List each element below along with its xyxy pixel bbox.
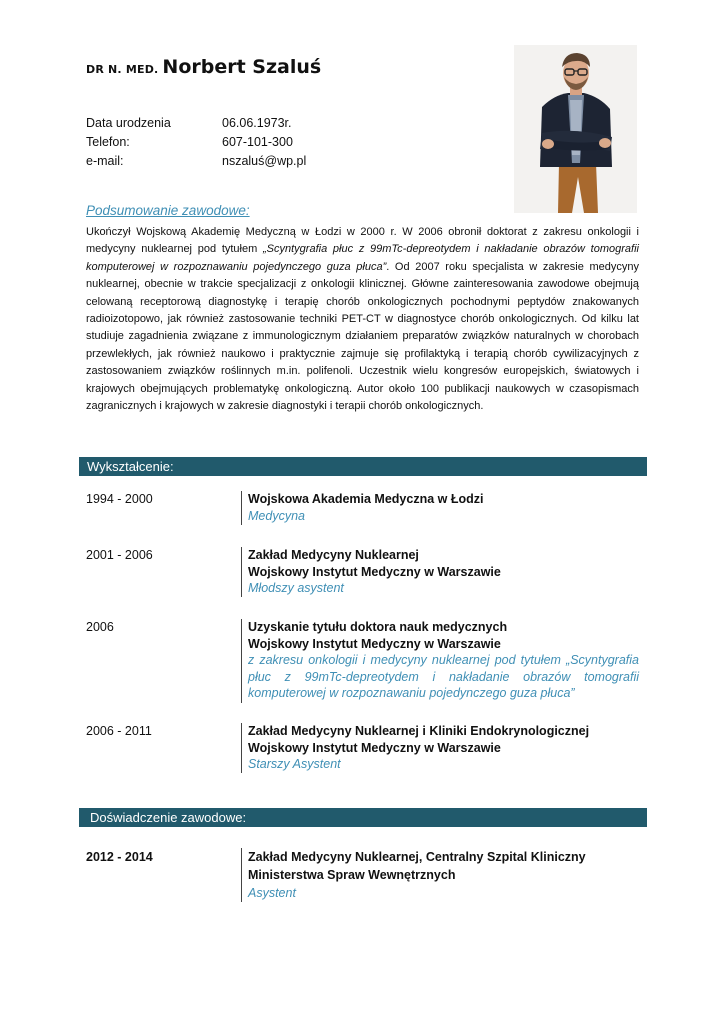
education-entry [86, 547, 639, 597]
email-value: nszaluś@wp.pl [222, 154, 307, 168]
birth-date-label: Data urodzenia [86, 116, 171, 130]
experience-entry [86, 848, 639, 902]
phone-label: Telefon: [86, 135, 130, 149]
personal-info [86, 114, 306, 171]
profile-photo [514, 45, 637, 213]
page-title [86, 56, 321, 78]
email-row [86, 152, 306, 171]
phone-value: 607-101-300 [222, 135, 293, 149]
entry-body [241, 848, 639, 902]
entry-description: z zakresu onkologii i medycyny nuklearnej pod tytułem „Scyntygrafia płuc z 99mTc-depreotydem i nakładanie obrazów tomografii komputerowej w rozpoznawaniu pojedynczego guza płuca” [248, 653, 639, 700]
entry-role: Starszy Asystent [248, 757, 341, 771]
summary-text-part2: . Od 2007 roku specjalista w zakresie medycyny nuklearnej, obecnie w trakcie specjalizacji z onkologii klinicznej. Główne zainteresowania zawodowe obejmują celowaną receptorową diagnostykę i terapię chorób onkologicznych pochodnymi peptydów znakowanych radioizotopowo, jak również zastosowanie techniki PET-CT w diagnostyce chorób onkologicznych. Od kilku lat studiuje zagadnienia związane z immunologicznym działaniem preparatów związków naturalnych w chorobach przewlekłych, jak również naukowo i praktycznie zajmuje się profilaktyką i terapią chorób cywilizacyjnych z zastosowaniem związków roślinnych m.in. polifenoli. Uczestnik wielu kongresów europejskich, światowych i krajowych obejmujących problematykę onkologiczną. Autor około 100 publikacji naukowych w czasopismach zagranicznych i krajowych w zakresie diagnostyki i terapii chorób onkologicznych. [86, 260, 639, 413]
entry-date: 1994 - 2000 [86, 492, 153, 506]
entry-institution-2: Wojskowy Instytut Medyczny w Warszawie [248, 636, 501, 651]
entry-role: Młodszy asystent [248, 581, 344, 595]
education-heading: Wykształcenie: [79, 457, 647, 476]
entry-body [241, 491, 639, 525]
entry-body [241, 547, 639, 597]
birth-date-row [86, 114, 306, 133]
summary-heading: Podsumowanie zawodowe: [86, 203, 250, 218]
entry-institution: Zakład Medycyny Nuklearnej [248, 548, 419, 562]
entry-body [241, 619, 639, 703]
entry-date: 2001 - 2006 [86, 548, 153, 562]
summary-text-part1: Ukończył Wojskową Akademię Medyczną w Łodzi w 2000 r. W 2006 obronił doktorat z zakresu onkologii i medycyny nuklearnej pod tytułem [86, 226, 639, 256]
education-entry [86, 491, 639, 525]
entry-date: 2012 - 2014 [86, 850, 153, 864]
phone-row [86, 133, 306, 152]
entry-institution: Zakład Medycyny Nuklearnej i Kliniki Endokrynologicznej [248, 724, 590, 738]
summary-text [86, 224, 639, 415]
person-name: Norbert Szaluś [162, 56, 322, 78]
academic-title: DR N. MED. [86, 63, 159, 76]
email-label: e-mail: [86, 154, 124, 168]
entry-date: 2006 [86, 620, 114, 634]
entry-role: Asystent [248, 886, 296, 900]
birth-date-value: 06.06.1973r. [222, 116, 292, 130]
education-entry [86, 723, 639, 773]
entry-institution: Zakład Medycyny Nuklearnej, Centralny Szpital Kliniczny Ministerstwa Spraw Wewnętrznych [248, 850, 586, 882]
entry-date: 2006 - 2011 [86, 724, 152, 738]
experience-heading: Doświadczenie zawodowe: [79, 808, 647, 827]
summary-thesis-title: „Scyntygrafia płuc z 99mTc-depreotydem i nakładanie obrazów tomografii komputerowej w rozpoznawaniu pojedynczego guza płuca” [86, 243, 639, 273]
entry-institution-2: Wojskowy Instytut Medyczny w Warszawie [248, 564, 501, 579]
entry-institution: Uzyskanie tytułu doktora nauk medycznych [248, 620, 508, 634]
entry-role: Medycyna [248, 508, 305, 523]
entry-institution-2: Wojskowy Instytut Medyczny w Warszawie [248, 740, 501, 755]
entry-body [241, 723, 639, 773]
education-entry [86, 619, 639, 703]
entry-institution: Wojskowa Akademia Medyczna w Łodzi [248, 492, 484, 506]
